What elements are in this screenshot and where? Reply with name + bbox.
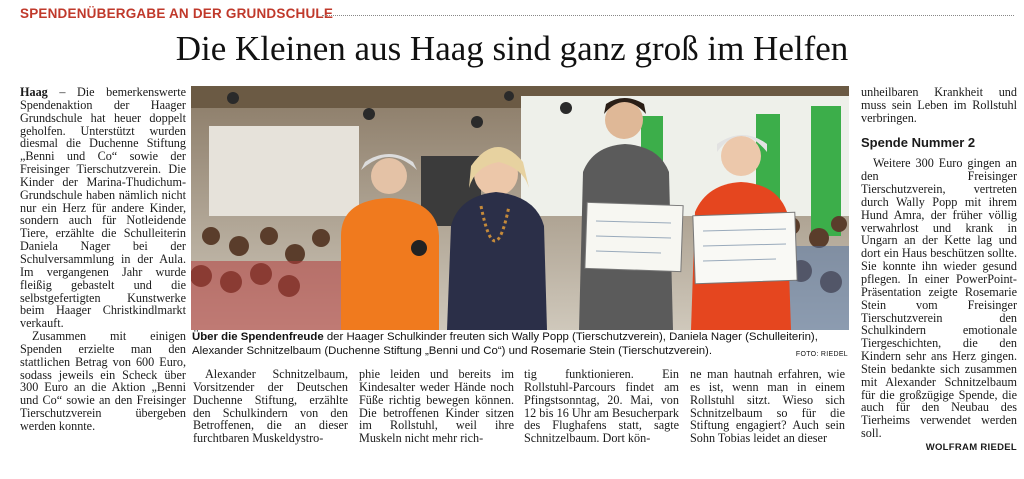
section-kicker: SPENDENÜBERGABE AN DER GRUNDSCHULE [20,6,334,21]
column-2 [193,368,348,445]
caption-text: der Haager Schulkinder freuten sich Wally Popp (Tierschutzverein), Daniela Nager (Schulleiterin), Alexander Schnitzelbaum (Duchenne Stiftung „Benni und Co“) und Rosemarie Stein (Tierschutzverein). [192,331,818,357]
intro-paragraph [20,86,186,330]
caption-lead: Über die Spendenfreude [192,331,324,343]
column-6 [861,86,1017,455]
column-3 [359,368,514,445]
column-4 [524,368,679,445]
paragraph: unheilbaren Krankheit und muss sein Leben im Rollstuhl verbringen. [861,85,1017,125]
paragraph: ne man hautnah erfahren, wie es ist, wenn man in einem Rollstuhl sitzt. Wieso sich Schnitzelbaum so für die Stiftung engagiert? Auch sein Sohn Tobias leidet an dieser [690,367,845,446]
article-photo [191,86,849,330]
group-photo-illustration [191,86,849,330]
subheading: Spende Nummer 2 [861,134,976,150]
photo-credit: FOTO: RIEDEL [795,350,848,358]
author-byline: WOLFRAM RIEDEL [925,441,1017,453]
column-1 [20,86,186,433]
paragraph: phie leiden und bereits im Kindesalter weder Hände noch Füße richtig bewegen können. Die betroffenen Kinder sitzen im Rollstuhl, weil ihre Muskeln nicht mehr rich- [359,367,514,446]
paragraph: Alexander Schnitzelbaum, Vorsitzender der Deutschen Duchenne Stiftung, erzählte den Schulkindern von den Betroffenen, die an dieser furchtbaren Muskeldystro- [193,367,348,446]
intro-text: – Die bemerkenswerte Spendenaktion der Haager Grundschule hat heuer doppelt geholfen. Unterstützt wurden diesmal die Duchenne Stiftung „Benni und Co“ sowie der Freisinger Tierschutzverein. Die Kinder der Marina-Thudichum-Grundschule haben nämlich nicht nur ein Herz für andere Kinder, sondern auch für Notleidende Tiere, erzählte die Schulleiterin Daniela Nager bei der Schulversammlung in der Aula. Im vergangenen Jahr wurde fleißig gebastelt und die selbstgefertigten Kunstwerke beim Haager Christkindlmarkt verkauft. [20,85,186,331]
article-headline: Die Kleinen aus Haag sind ganz groß im Helfen [175,29,849,68]
column-5 [690,368,845,445]
paragraph: Weitere 300 Euro gingen an den Freisinger Tierschutzverein, vertreten durch Wally Popp mit ihrem Hund Amra, der früher völlig verwahrlost und krank in Ungarn an der Kette lag und dort ein Haus beschützen sollte. Sie konnte ihn wieder gesund pflegen. In einer PowerPoint-Präsentation zeigte Rosemarie Stein vom Freisinger Tierschutzverein den Schulkindern emotionale Tiergeschichten, die den Kindern sehr ans Herz gingen. Stein bedankte sich zusammen mit Alexander Schnitzelbaum für die großzügige Spende, die auch für den Neubau des Tierheims verwendet werden soll. [861,156,1017,441]
kicker-rule [322,15,1014,16]
photo-caption [192,331,848,361]
dateline-place: Haag [20,85,48,99]
paragraph: tig funktionieren. Ein Rollstuhl-Parcours findet am Pfingstsonntag, 20. Mai, von 12 bis 16 Uhr am Besucherpark des Flughafens statt, sagte Schnitzelbaum. Dort kön- [524,367,679,446]
paragraph: Zusammen mit einigen Spenden erzielte man den stattlichen Betrag von 600 Euro, sodass jeweils ein Scheck über 300 Euro an die Aktion „Benni und Co“ sowie an den Freisinger Tierschutzverein übergeben werden konnte. [20,329,186,433]
